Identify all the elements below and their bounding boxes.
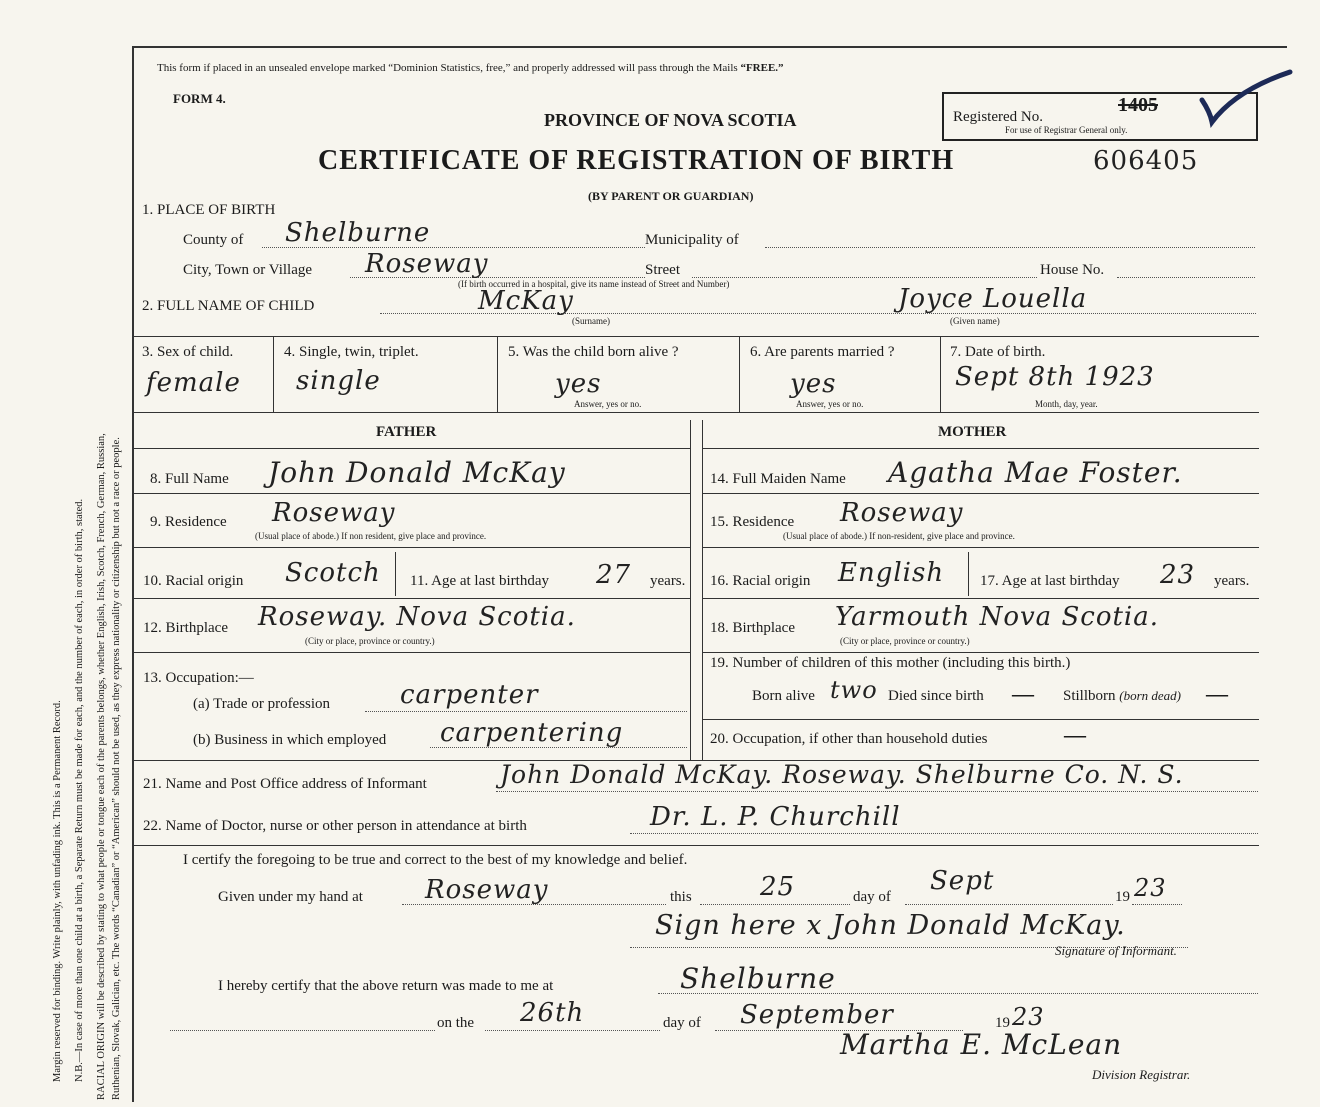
page-title: CERTIFICATE OF REGISTRATION OF BIRTH: [318, 145, 955, 176]
mother-name: Agatha Mae Foster.: [888, 456, 1183, 489]
registrar-signature: Martha E. McLean: [840, 1028, 1123, 1061]
mother-years: years.: [1214, 573, 1250, 589]
city-value: Roseway: [365, 249, 489, 279]
given-year: 23: [1134, 874, 1167, 902]
mother-residence-label: 15. Residence: [710, 514, 795, 530]
checkmark-icon: [1198, 66, 1294, 130]
doctor-value: Dr. L. P. Churchill: [650, 802, 901, 832]
mother-occupation-label: 20. Occupation, if other than household duties: [710, 731, 988, 747]
side-note-1: Margin reserved for binding. Write plainly, with unfading ink. This is a Permanent Record.: [52, 700, 63, 1082]
father-birthplace: Roseway. Nova Scotia.: [258, 602, 576, 632]
father-birthplace-note: (City or place, province or country.): [305, 636, 435, 646]
married-note: Answer, yes or no.: [796, 399, 864, 409]
given-month: Sept: [930, 866, 995, 896]
died-label: Died since birth: [888, 688, 984, 704]
trade-value: carpenter: [400, 680, 539, 710]
registrar-year: 23: [1012, 1003, 1045, 1031]
side-note-2: N.B.—In case of more than one child at a birth, a Separate Return must be made for each, and the number of each, in order of birth, stated.: [74, 498, 85, 1082]
house-label: House No.: [1040, 262, 1105, 278]
trade-label: (a) Trade or profession: [193, 696, 331, 712]
father-birthplace-label: 12. Birthplace: [143, 620, 228, 636]
father-age: 27: [596, 560, 632, 590]
mother-birthplace-note: (City or place, province or country.): [840, 636, 970, 646]
city-label: City, Town or Village: [183, 262, 313, 278]
registrar-month: September: [740, 1000, 894, 1030]
registrar-day-of-label: day of: [663, 1015, 701, 1031]
died-value: —: [1012, 681, 1034, 706]
this-label: this: [670, 889, 692, 905]
surname-note: (Surname): [572, 316, 610, 326]
on-the-label: on the: [437, 1015, 475, 1031]
given-day-of-label: day of: [853, 889, 891, 905]
informant-value: John Donald McKay. Roseway. Shelburne Co. N. S.: [500, 760, 1184, 789]
stillborn-value: —: [1206, 681, 1228, 706]
married-label: 6. Are parents married ?: [750, 344, 895, 360]
county-value: Shelburne: [285, 218, 431, 248]
mother-abode-note: (Usual place of abode.) If non-resident, give place and province.: [783, 531, 1015, 541]
place-label: 1. PLACE OF BIRTH: [142, 202, 276, 218]
dob-value: Sept 8th 1923: [955, 362, 1155, 392]
mail-note: This form if placed in an unsealed envelope marked “Dominion Statistics, free,” and properly addressed will pass through the Mails “FREE.”: [157, 62, 784, 74]
mother-racial-label: 16. Racial origin: [710, 573, 811, 589]
father-name: John Donald McKay: [268, 456, 566, 489]
father-residence: Roseway: [272, 498, 396, 528]
stillborn-label: [1063, 688, 1181, 705]
mother-name-label: 14. Full Maiden Name: [710, 471, 846, 487]
dob-label: 7. Date of birth.: [950, 344, 1046, 360]
registrar-day: 26th: [520, 998, 585, 1028]
province-heading: PROVINCE OF NOVA SCOTIA: [544, 110, 797, 130]
mother-racial: English: [838, 558, 945, 588]
given-note: (Given name): [950, 316, 1000, 326]
children-label: 19. Number of children of this mother (including this birth.): [710, 655, 1071, 671]
form-number: FORM 4.: [173, 91, 226, 106]
registered-label: Registered No.: [953, 109, 1043, 125]
stillborn-text: Stillborn: [1063, 688, 1116, 704]
certificate-number: 606405: [1093, 146, 1199, 176]
given-place: Roseway: [425, 875, 549, 905]
father-racial: Scotch: [285, 558, 381, 588]
stillborn-note: (born dead): [1119, 688, 1182, 703]
subtitle: (BY PARENT OR GUARDIAN): [588, 189, 754, 203]
registrar-signature-label: Division Registrar.: [1092, 1067, 1191, 1082]
father-occupation-label: 13. Occupation:—: [143, 670, 254, 686]
father-age-label: 11. Age at last birthday: [410, 573, 549, 589]
given-under-label: Given under my hand at: [218, 889, 363, 905]
informant-label: 21. Name and Post Office address of Informant: [143, 776, 427, 792]
father-heading: FATHER: [376, 424, 437, 440]
registrar-note: For use of Registrar General only.: [1005, 125, 1128, 135]
mother-heading: MOTHER: [938, 424, 1007, 440]
county-label: County of: [183, 232, 244, 248]
frame-left: [132, 46, 134, 1102]
child-name-label: 2. FULL NAME OF CHILD: [142, 298, 315, 314]
registrar-year-prefix: 19: [995, 1015, 1010, 1031]
mother-occupation-value: —: [1064, 722, 1086, 747]
child-given-name: Joyce Louella: [898, 284, 1088, 314]
business-value: carpentering: [440, 718, 624, 748]
frame-top: [132, 46, 1287, 48]
father-racial-label: 10. Racial origin: [143, 573, 244, 589]
child-surname: McKay: [478, 286, 574, 316]
informant-signature-label: Signature of Informant.: [1055, 943, 1177, 958]
given-year-prefix: 19: [1115, 889, 1130, 905]
registrar-statement: I hereby certify that the above return was made to me at: [218, 978, 554, 994]
side-note-4: Ruthenian, Slovak, Galician, etc. The words “Canadian” or “American” should not be used, as they express nationality or citizenship but not a race or people.: [111, 437, 122, 1100]
mother-age: 23: [1160, 560, 1196, 590]
father-years: years.: [650, 573, 686, 589]
mother-residence: Roseway: [840, 498, 964, 528]
street-label: Street: [645, 262, 680, 278]
father-abode-note: (Usual place of abode.) If non resident, give place and province.: [255, 531, 487, 541]
given-day: 25: [760, 872, 796, 902]
sex-label: 3. Sex of child.: [142, 344, 234, 360]
mother-birthplace-label: 18. Birthplace: [710, 620, 795, 636]
mother-age-label: 17. Age at last birthday: [980, 573, 1120, 589]
business-label: (b) Business in which employed: [193, 732, 387, 748]
married-value: yes: [790, 369, 837, 399]
father-residence-label: 9. Residence: [150, 514, 227, 530]
sex-value: female: [146, 368, 241, 398]
informant-signature: Sign here x John Donald McKay.: [655, 910, 1126, 941]
plurality-value: single: [296, 366, 381, 396]
registrar-place: Shelburne: [680, 962, 836, 995]
certify-statement: I certify the foregoing to be true and correct to the best of my knowledge and belief.: [183, 852, 688, 868]
plurality-label: 4. Single, twin, triplet.: [284, 344, 419, 360]
born-alive-label: Born alive: [752, 688, 815, 704]
father-name-label: 8. Full Name: [150, 471, 229, 487]
mother-birthplace: Yarmouth Nova Scotia.: [835, 602, 1159, 632]
alive-label: 5. Was the child born alive ?: [508, 344, 679, 360]
registered-value: 1405: [1118, 94, 1158, 116]
born-alive-value: two: [830, 676, 878, 704]
hospital-note: (If birth occurred in a hospital, give its name instead of Street and Number): [458, 279, 730, 289]
municipality-label: Municipality of: [645, 232, 739, 248]
side-note-3: RACIAL ORIGIN will be described by stating to what people or tongue each of the parents belongs, whether English, Irish, Scotch, French, German, Russian,: [96, 433, 107, 1100]
alive-note: Answer, yes or no.: [574, 399, 642, 409]
alive-value: yes: [555, 369, 602, 399]
doctor-label: 22. Name of Doctor, nurse or other person in attendance at birth: [143, 818, 527, 834]
dob-note: Month, day, year.: [1035, 399, 1098, 409]
mail-free: “FREE.”: [740, 62, 784, 74]
